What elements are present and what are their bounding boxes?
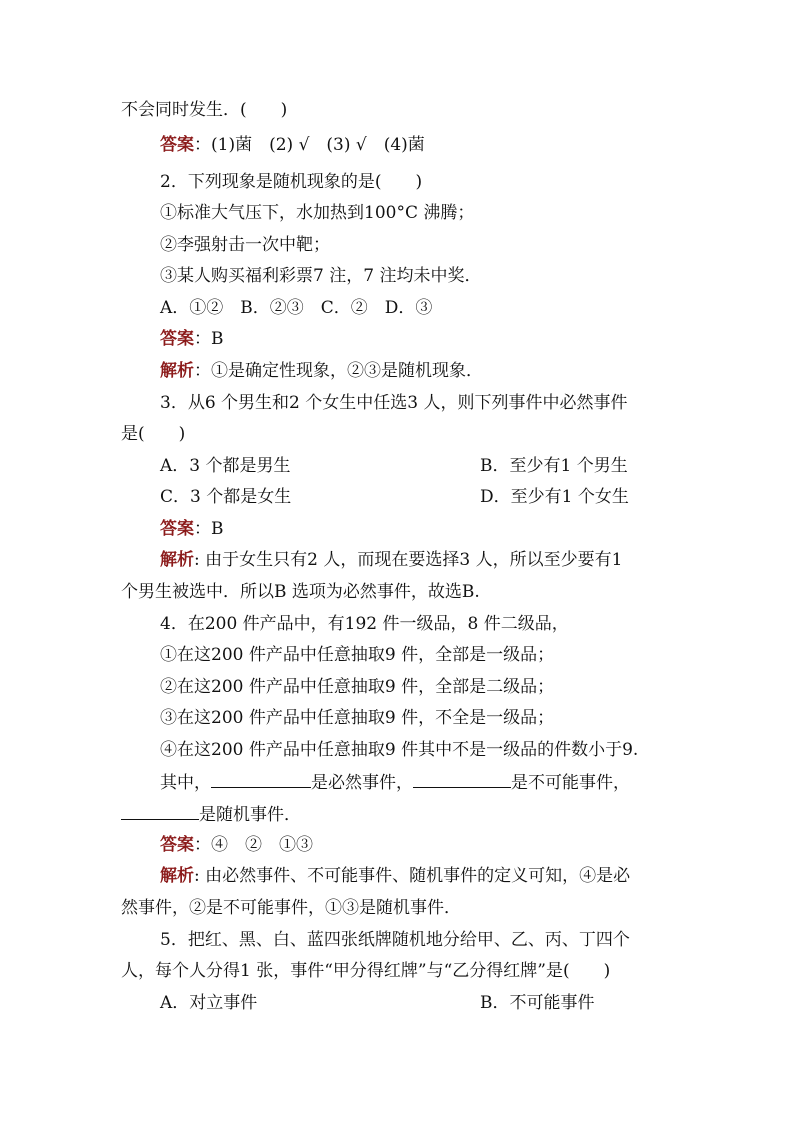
question-2-options: A．①② B．②③ C．② D．③ — [160, 298, 433, 318]
fill-text: 是随机事件． — [199, 805, 301, 825]
question-5: 5．把红、黑、白、蓝四张纸牌随机地分给甲、乙、丙、丁四个 — [160, 930, 630, 950]
option-b: B．不可能事件 — [480, 993, 595, 1013]
question-2-item-2: ②李强射击一次中靶； — [160, 235, 330, 255]
answer-label: 答案 — [160, 135, 194, 155]
analysis-label: 解析 — [160, 866, 194, 886]
analysis-label: 解析 — [160, 550, 194, 570]
answer-line — [160, 327, 794, 351]
fill-text: 是必然事件， — [311, 773, 413, 793]
question-4-item-2: ②在这200 件产品中任意抽取9 件，全部是二级品； — [160, 677, 555, 697]
question-3-cont: 是( ) — [121, 424, 186, 444]
analysis-text: : 由必然事件、不可能事件、随机事件的定义可知，④是必 — [194, 866, 631, 886]
answer-line — [160, 517, 794, 541]
option-c: C．3 个都是女生 — [160, 487, 292, 507]
option-b: B．至少有1 个男生 — [480, 456, 628, 476]
question-4-fill-line — [160, 769, 794, 795]
answer-text: ：B — [194, 329, 224, 349]
question-4-item-4: ④在这200 件产品中任意抽取9 件其中不是一级品的件数小于9. — [160, 740, 639, 760]
question-4-fill-cont — [121, 801, 794, 827]
answer-label: 答案 — [160, 329, 194, 349]
answer-text: ：④ ② ①③ — [194, 835, 313, 855]
blank-3 — [121, 801, 199, 820]
option-a: A．对立事件 — [160, 993, 258, 1013]
blank-2 — [413, 769, 511, 788]
option-a: A．3 个都是男生 — [160, 456, 291, 476]
question-4-item-3: ③在这200 件产品中任意抽取9 件，不全是一级品； — [160, 708, 555, 728]
option-d: D．至少有1 个女生 — [480, 487, 629, 507]
analysis-line — [160, 548, 794, 572]
analysis-label: 解析 — [160, 361, 194, 381]
analysis-cont: 然事件，②是不可能事件，①③是随机事件． — [121, 898, 461, 918]
question-2-item-1: ①标准大气压下，水加热到100°C 沸腾； — [160, 203, 475, 223]
blank-1 — [211, 769, 311, 788]
fill-text: 是不可能事件， — [511, 773, 630, 793]
analysis-text: ：①是确定性现象，②③是随机现象． — [194, 361, 483, 381]
analysis-text: : 由于女生只有2 人，而现在要选择3 人，所以至少要有1 — [194, 550, 623, 570]
question-2: 2．下列现象是随机现象的是( ) — [160, 172, 423, 192]
answer-label: 答案 — [160, 519, 194, 539]
question-4: 4．在200 件产品中，有192 件一级品，8 件二级品， — [160, 614, 569, 634]
question-3: 3．从6 个男生和2 个女生中任选3 人，则下列事件中必然事件 — [160, 393, 628, 413]
question-5-cont: 人，每个人分得1 张，事件“甲分得红牌”与“乙分得红牌”是( ) — [121, 961, 611, 981]
answer-text: ：(1)菌 (2) √ (3) √ (4)菌 — [194, 135, 425, 155]
analysis-cont: 个男生被选中．所以B 选项为必然事件，故选B. — [121, 582, 480, 602]
analysis-line — [160, 864, 794, 888]
answer-text: ：B — [194, 519, 224, 539]
analysis-line — [160, 359, 794, 383]
answer-line — [160, 133, 794, 157]
text-line: 不会同时发生．( ) — [121, 100, 288, 120]
answer-label: 答案 — [160, 835, 194, 855]
question-2-item-3: ③某人购买福利彩票7 注，7 注均未中奖． — [160, 266, 482, 286]
question-4-item-1: ①在这200 件产品中任意抽取9 件，全部是一级品； — [160, 645, 555, 665]
fill-text: 其中， — [160, 773, 211, 793]
answer-line — [160, 833, 794, 857]
